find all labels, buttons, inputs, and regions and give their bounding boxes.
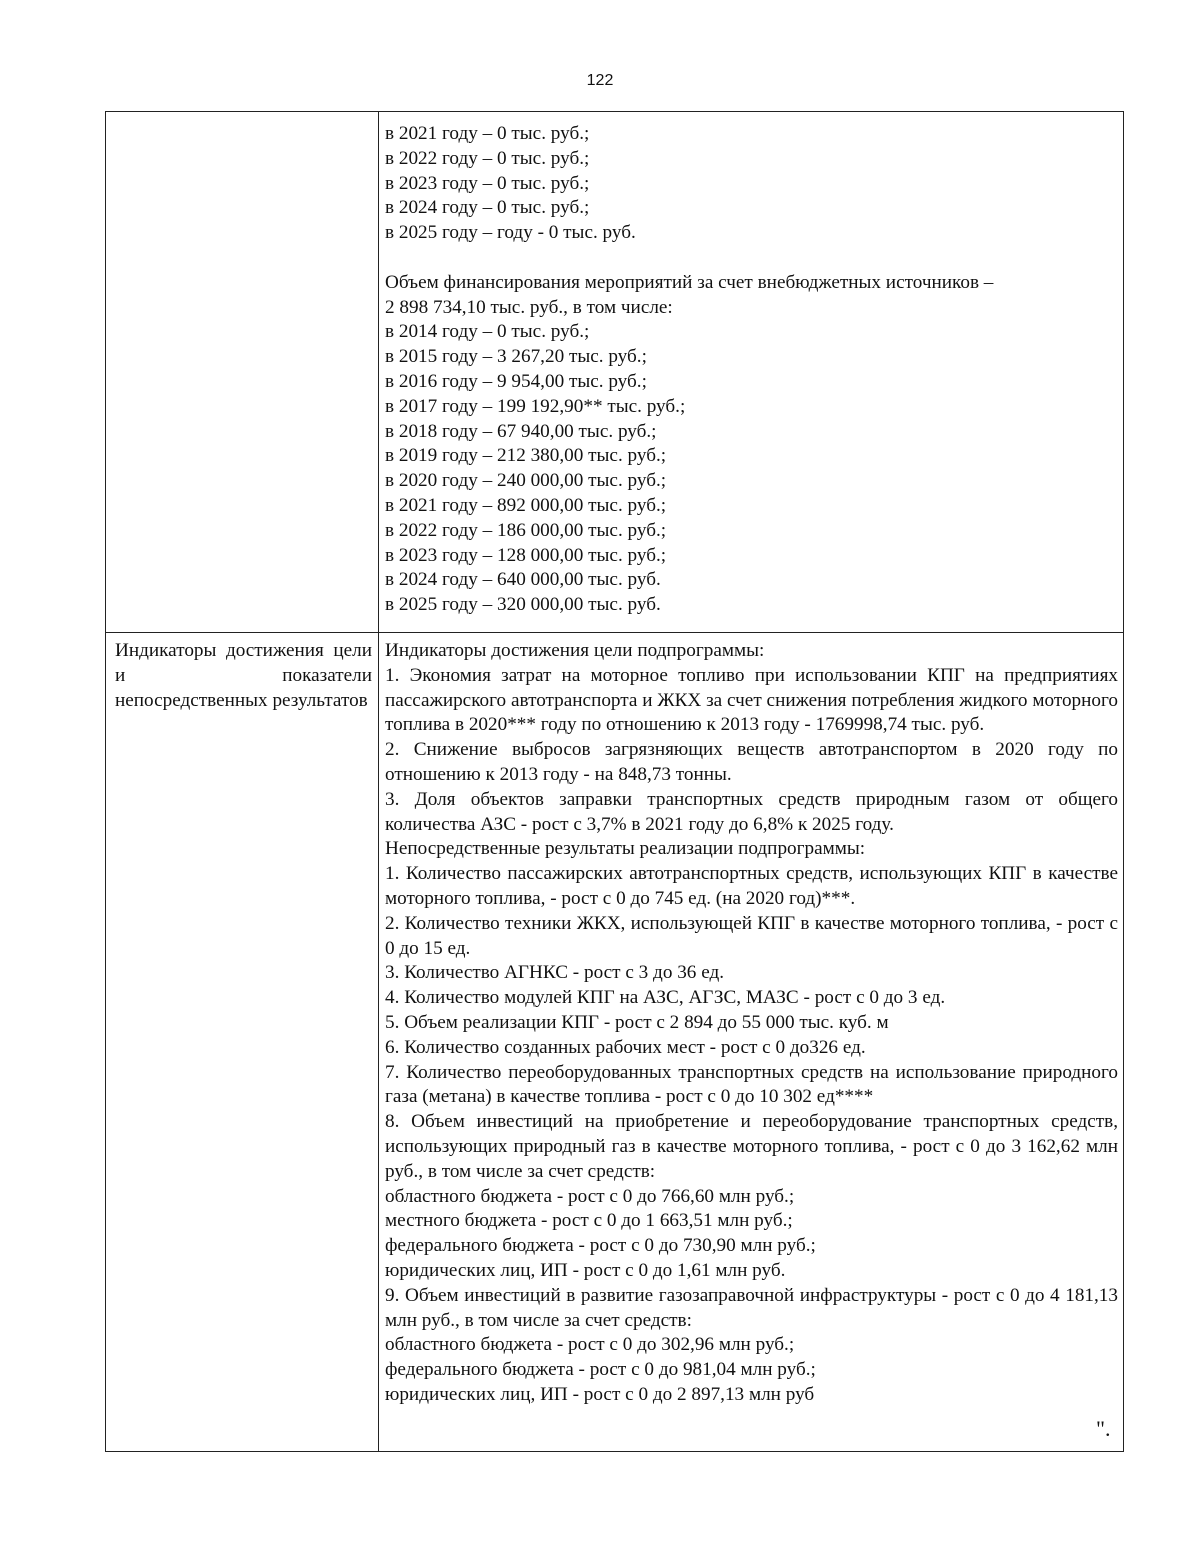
funding-source-line: юридических лиц, ИП - рост с 0 до 2 897,13 млн руб bbox=[385, 1383, 815, 1405]
funding-source-line: областного бюджета - рост с 0 до 766,60 млн руб.; bbox=[385, 1185, 795, 1207]
indicator-item: 3. Доля объектов заправки транспортных средств природным газом от общего количества АЗС - рост с 3,7% в 2021 году до 6,8% к 2025 году. bbox=[385, 788, 1118, 835]
list-item: в 2019 году – 212 380,00 тыс. руб.; bbox=[385, 445, 667, 467]
extrabudget-heading: Объем финансирования мероприятий за счет внебюджетных источников – bbox=[385, 271, 994, 293]
result-item: 6. Количество созданных рабочих мест - рост с 0 до326 ед. bbox=[385, 1036, 866, 1058]
indicators-cell bbox=[379, 633, 1124, 1452]
result-item: 1. Количество пассажирских автотранспортных средств, использующих КПГ в качестве моторного топлива, - рост с 0 до 745 ед. (на 2020 год)***. bbox=[385, 863, 1118, 909]
table-row bbox=[106, 633, 1124, 1452]
funding-source-line: федерального бюджета - рост с 0 до 981,04 млн руб.; bbox=[385, 1359, 816, 1381]
list-item: в 2021 году – 0 тыс. руб.; bbox=[385, 123, 590, 144]
result-item: 8. Объем инвестиций на приобретение и переоборудование транспортных средств, использующих природный газ в качестве моторного топлива, - рост с 0 до 3 162,62 млн руб., в том числе за счет средств: bbox=[385, 1111, 1118, 1182]
funding-source-line: юридических лиц, ИП - рост с 0 до 1,61 млн руб. bbox=[385, 1259, 786, 1281]
result-item: 3. Количество АГНКС - рост с 3 до 36 ед. bbox=[385, 962, 725, 984]
list-item: в 2018 году – 67 940,00 тыс. руб.; bbox=[385, 420, 657, 442]
extrabudget-total: 2 898 734,10 тыс. руб., в том числе: bbox=[385, 296, 673, 318]
page-number: 122 bbox=[586, 72, 614, 89]
funding-source-line: федерального бюджета - рост с 0 до 730,90 млн руб.; bbox=[385, 1235, 816, 1257]
indicators-row-title: Индикаторы достижения цели и показатели непосредственных результатов bbox=[115, 640, 372, 711]
closing-quote-mark: ". bbox=[1096, 1416, 1111, 1441]
list-item: в 2020 году – 240 000,00 тыс. руб.; bbox=[385, 470, 667, 492]
list-item: в 2016 году – 9 954,00 тыс. руб.; bbox=[385, 370, 647, 392]
result-item: 9. Объем инвестиций в развитие газозаправочной инфраструктуры - рост с 0 до 4 181,13 млн руб., в том числе за счет средств: bbox=[385, 1284, 1118, 1331]
list-item: в 2024 году – 0 тыс. руб.; bbox=[385, 197, 590, 219]
list-item: в 2021 году – 892 000,00 тыс. руб.; bbox=[385, 494, 667, 516]
financing-cell bbox=[379, 112, 1124, 633]
row-header-cell bbox=[106, 112, 379, 633]
program-passport-table bbox=[105, 111, 1124, 1452]
table-row bbox=[106, 112, 1124, 633]
list-item: в 2022 году – 186 000,00 тыс. руб.; bbox=[385, 519, 667, 541]
list-item: в 2014 году – 0 тыс. руб.; bbox=[385, 321, 590, 343]
list-item: в 2015 году – 3 267,20 тыс. руб.; bbox=[385, 346, 647, 368]
list-item: в 2025 году – году - 0 тыс. руб. bbox=[385, 222, 636, 244]
indicator-item: 2. Снижение выбросов загрязняющих веществ автотранспортом в 2020 году по отношению к 2013 году - на 848,73 тонны. bbox=[385, 739, 1118, 785]
indicators-heading: Индикаторы достижения цели подпрограммы: bbox=[385, 640, 765, 661]
list-item: в 2022 году – 0 тыс. руб.; bbox=[385, 147, 590, 169]
result-item: 4. Количество модулей КПГ на АЗС, АГЗС, МАЗС - рост с 0 до 3 ед. bbox=[385, 987, 946, 1009]
list-item: в 2024 году – 640 000,00 тыс. руб. bbox=[385, 569, 661, 591]
list-item: в 2023 году – 128 000,00 тыс. руб.; bbox=[385, 544, 667, 566]
result-item: 5. Объем реализации КПГ - рост с 2 894 до 55 000 тыс. куб. м bbox=[385, 1011, 889, 1033]
list-item: в 2025 году – 320 000,00 тыс. руб. bbox=[385, 594, 661, 616]
list-item: в 2023 году – 0 тыс. руб.; bbox=[385, 172, 590, 194]
funding-source-line: местного бюджета - рост с 0 до 1 663,51 млн руб.; bbox=[385, 1210, 793, 1232]
funding-source-line: областного бюджета - рост с 0 до 302,96 млн руб.; bbox=[385, 1334, 795, 1356]
result-item: 2. Количество техники ЖКХ, использующей КПГ в качестве моторного топлива, - рост с 0 до 15 ед. bbox=[385, 912, 1118, 959]
spacer bbox=[385, 246, 1118, 271]
list-item: в 2017 году – 199 192,90** тыс. руб.; bbox=[385, 395, 686, 417]
results-heading: Непосредственные результаты реализации подпрограммы: bbox=[385, 838, 866, 860]
indicator-item: 1. Экономия затрат на моторное топливо при использовании КПГ на предприятиях пассажирского автотранспорта и ЖКХ за счет снижения потребления жидкого моторного топлива в 2020*** году по отношению к 2013 году - 1769998,74 тыс. руб. bbox=[385, 664, 1118, 736]
result-item: 7. Количество переоборудованных транспортных средств на использование природного газа (метана) в качестве топлива - рост с 0 до 10 302 ед**** bbox=[385, 1061, 1118, 1108]
extrabudget-year-list bbox=[385, 320, 1118, 618]
row-header-cell bbox=[106, 633, 379, 1452]
budget-year-list bbox=[385, 122, 1118, 246]
